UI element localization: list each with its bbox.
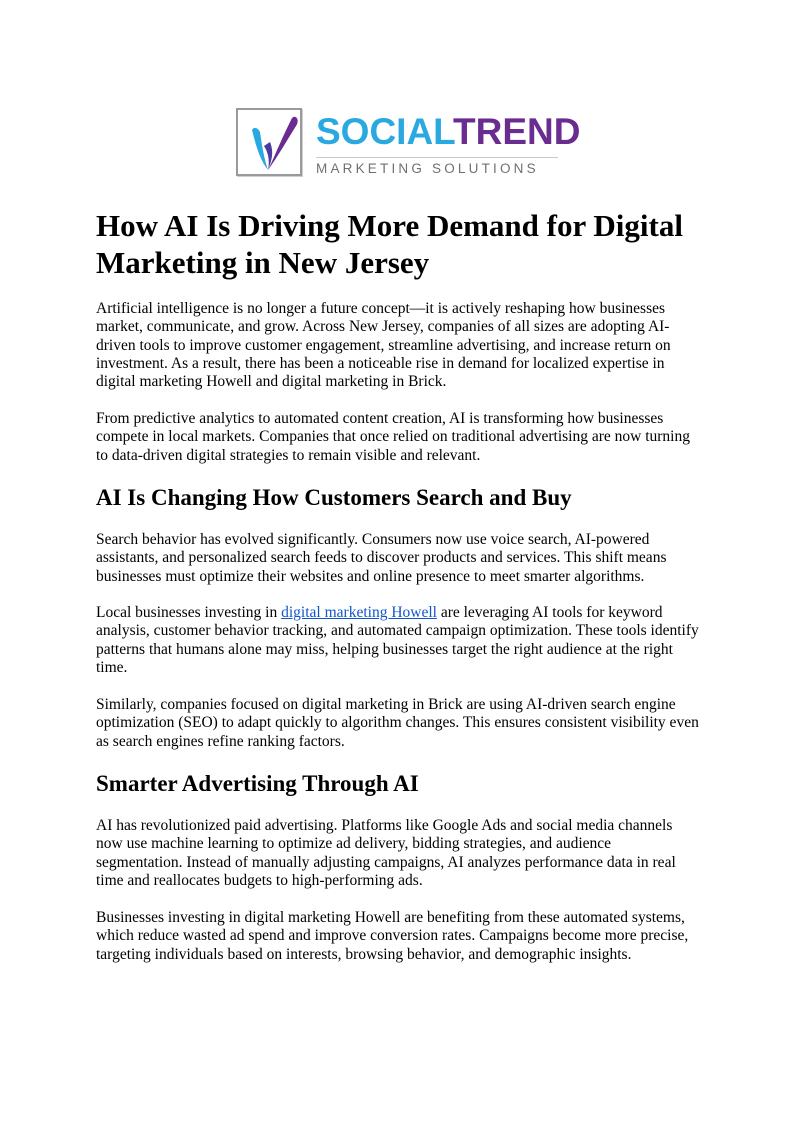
intro-paragraph-2: From predictive analytics to automated content creation, AI is transforming how businesses compete in local markets. Companies that once relied on traditional advertising are now turning to data-driven digital strategies to remain visible and relevant. xyxy=(96,410,690,464)
logo-divider xyxy=(316,157,558,158)
logo-brand-part1: SOCIAL xyxy=(316,111,454,152)
section1-paragraph-2 xyxy=(96,604,700,677)
v-checkmark-icon xyxy=(242,112,300,174)
logo-brand-part2: TREND xyxy=(453,111,581,152)
article-title: How AI Is Driving More Demand for Digital Marketing in New Jersey xyxy=(96,208,683,280)
logo-brand-name xyxy=(316,112,581,152)
section1-paragraph-1: Search behavior has evolved significantly. Consumers now use voice search, AI-powered assistants, and personalized search feeds to discover products and services. This shift means businesses must optimize their websites and online presence to meet smarter algorithms. xyxy=(96,531,667,585)
section-heading-search-buy: AI Is Changing How Customers Search and Buy xyxy=(96,485,572,510)
digital-marketing-howell-link[interactable]: digital marketing Howell xyxy=(281,604,437,621)
section1-paragraph-3: Similarly, companies focused on digital marketing in Brick are using AI-driven search engine optimization (SEO) to adapt quickly to algorithm changes. This ensures consistent visibility even as search engines refine ranking factors. xyxy=(96,696,699,750)
logo-emblem xyxy=(236,108,302,176)
company-logo xyxy=(236,108,581,180)
intro-paragraph-1: Artificial intelligence is no longer a future concept—it is actively reshaping how businesses market, communicate, and grow. Across New Jersey, companies of all sizes are adopting AI-driven tools to improve customer engagement, streamline advertising, and increase return on investment. As a result, there has been a noticeable rise in demand for localized expertise in digital marketing Howell and digital marketing in Brick. xyxy=(96,300,671,391)
paragraph-text: are leveraging AI tools for keyword analysis, customer behavior tracking, and automated campaign optimization. These tools identify patterns that humans alone may miss, helping businesses target the right audience at the right time. xyxy=(96,604,699,676)
section2-paragraph-2: Businesses investing in digital marketing Howell are benefiting from these automated systems, which reduce wasted ad spend and improve conversion rates. Campaigns become more precise, targeting individuals based on interests, browsing behavior, and demographic insights. xyxy=(96,909,689,963)
paragraph-text: Local businesses investing in xyxy=(96,604,282,621)
section2-paragraph-1: AI has revolutionized paid advertising. Platforms like Google Ads and social media channels now use machine learning to optimize ad delivery, bidding strategies, and audience segmentation. Instead of manually adjusting campaigns, AI analyzes performance data in real time and reallocates budgets to high-performing ads. xyxy=(96,817,676,889)
section-heading-smarter-advertising: Smarter Advertising Through AI xyxy=(96,771,419,796)
logo-tagline: MARKETING SOLUTIONS xyxy=(316,161,539,176)
